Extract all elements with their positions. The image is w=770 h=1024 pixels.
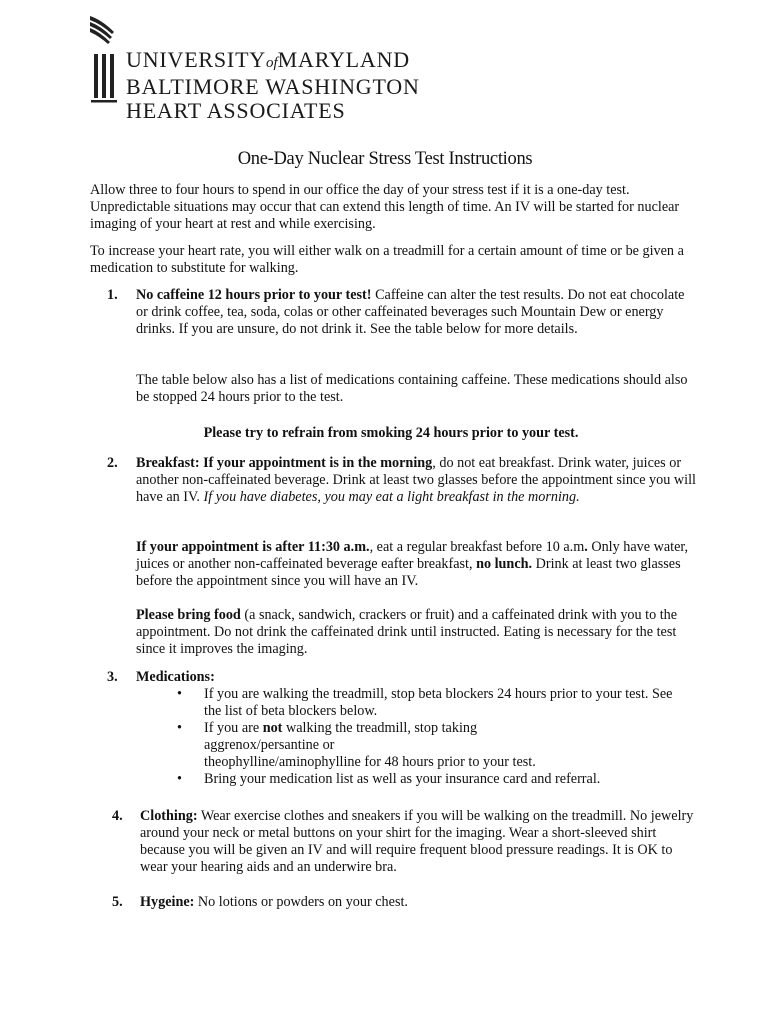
item-3-heading: Medications: — [136, 669, 215, 685]
item-number: 5. — [112, 894, 123, 910]
item-1-text: No caffeine 12 hours prior to your test! Caffeine can alter the test results. Do not eat chocolate or drink coffee, tea, soda, colas or other caffeinated beverages such Mountain Dew or energy drinks. If you are unsure, do not drink it. See the table below for more details. — [136, 287, 685, 337]
list-item: • Bring your medication list as well as your insurance card and referral. — [177, 771, 601, 787]
bullet-icon: • — [177, 771, 182, 787]
list-item-4 — [112, 808, 702, 876]
bullet-icon: • — [177, 720, 182, 736]
medications-list — [174, 686, 674, 788]
list-item: • If you are not walking the treadmill, stop taking aggrenox/persantine or theophylline/aminophylline for 48 hours prior to your test. — [177, 720, 536, 770]
list-item-5 — [112, 894, 702, 911]
logo-line-3: HEART ASSOCIATES — [126, 98, 346, 123]
intro-paragraph-1: Allow three to four hours to spend in our office the day of your stress test if it is a one-day test. Unpredictable situations may occur that can extend this length of time. An IV will be started for nuclear imaging of your heart at rest and while exercising. — [90, 182, 680, 232]
item-2-paragraph-3: Please bring food (a snack, sandwich, crackers or fruit) and a caffeinated drink with you to the appointment. Do not drink the caffeinated drink until instructed. Eating is necessary for the test since it improves the imaging. — [136, 607, 678, 657]
logo-line-1: UNIVERSITYofMARYLAND — [126, 47, 410, 72]
item-number: 2. — [107, 455, 118, 471]
intro-paragraph-2: To increase your heart rate, you will either walk on a treadmill for a certain amount of time or be given a medication to substitute for walking. — [90, 243, 684, 276]
item-5-text: Hygeine: No lotions or powders on your chest. — [140, 894, 408, 910]
item-number: 1. — [107, 287, 118, 303]
list-item-3 — [107, 669, 697, 686]
logo-line-2: BALTIMORE WASHINGTON — [126, 74, 420, 99]
list-item-1 — [107, 287, 697, 338]
item-2-text: Breakfast: If your appointment is in the morning, do not eat breakfast. Drink water, juices or another non-caffeinated beverage. Drink at least two glasses before the appointment since you will have an IV. If you have diabetes, you may eat a light breakfast in the morning. — [136, 455, 696, 505]
item-1-paragraph-2: The table below also has a list of medications containing caffeine. These medications should also be stopped 24 hours prior to the test. — [136, 372, 688, 405]
logo-wordmark — [126, 48, 420, 123]
smoking-notice: Please try to refrain from smoking 24 hours prior to your test. — [203, 425, 579, 441]
logo — [88, 14, 420, 123]
document-title: One-Day Nuclear Stress Test Instructions — [237, 149, 533, 169]
university-column-icon — [88, 14, 122, 114]
item-2-paragraph-2: If your appointment is after 11:30 a.m., eat a regular breakfast before 10 a.m. Only have water, juices or another non-caffeinated beverage eafter breakfast, no lunch. Drink at least two glasses before the appointment since you will have an IV. — [136, 539, 689, 589]
list-item-2 — [107, 455, 697, 506]
list-item: • If you are walking the treadmill, stop beta blockers 24 hours prior to your test. See the list of beta blockers below. — [177, 686, 673, 719]
bullet-icon: • — [177, 686, 182, 702]
item-number: 3. — [107, 669, 118, 685]
item-4-text: Clothing: Wear exercise clothes and sneakers if you will be walking on the treadmill. No jewelry around your neck or metal buttons on your shirt for the imaging. Wear a short-sleeved shirt because you will be given an IV and will require frequent blood pressure readings. It is OK to wear your hearing aids and an underwire bra. — [140, 808, 694, 875]
item-number: 4. — [112, 808, 123, 824]
